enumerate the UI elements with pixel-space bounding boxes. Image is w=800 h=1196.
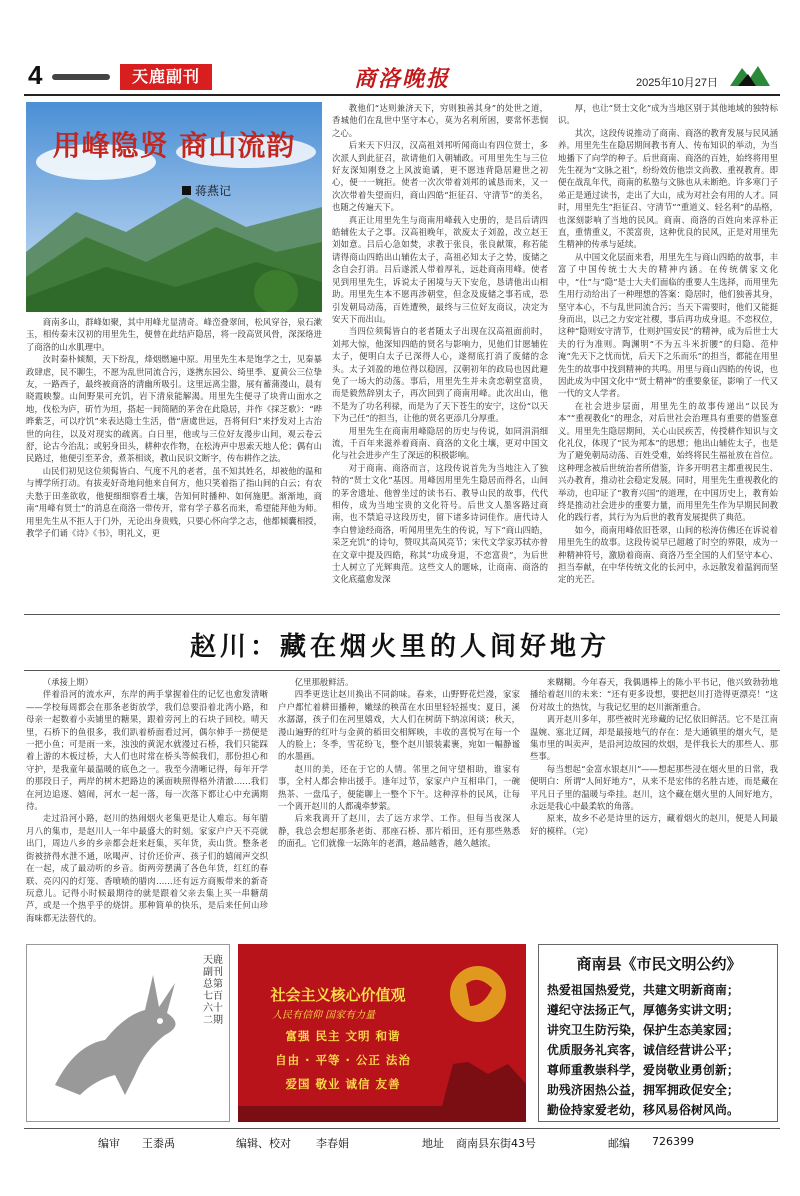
paragraph: 其次，这段传说推动了商南、商洛的教育发展与民风涵养。用里先生在隐居期间教书育人、传布知识的举动，为当地播下了向学的种子。后世商南、商洛的百姓，始终将用里先生视为“文脉之祖”，纷纷效仿他崇文尚教、重视教育。即便在战乱年代，商南的私塾与文脉也从未断绝。许多寒门子弟正是通过读书，走出了大山，成为对社会有用的人才。同时，用里先生“拒征召、守清节”“重道义、轻名利”的品格，也深刻影响了当地的民风。商南、商洛的百姓向来淳朴正直，重情重义，不羡富贵，这种优良的民风，正是对用里先生精神的传承与延续。 [558, 127, 778, 250]
mountain-logo-icon [730, 64, 770, 86]
pact-title: 商南县《市民文明公约》 [576, 955, 742, 973]
page-header [24, 52, 780, 96]
paragraph: 来糊糊。今年春天，我偶遇棒上的陈小平书记，他兴致勃勃地播给着赵川的未来：“还有更多设想，要把赵川打造得更漂亮！”这份对故土的热忱，与我记忆里的赵川渐渐重合。 [530, 677, 778, 712]
footer-proof-label: 编辑、校对 [236, 1137, 291, 1150]
poster-slogan: 人民有信仰 国家有力量 [272, 1010, 376, 1021]
footer-postcode: 726399 [652, 1135, 694, 1148]
article2-column-1 [26, 676, 268, 938]
paragraph: 走过沿河小路，赵川的热闹烟火老集更是让人难忘。每年腊月八的集市，是赵川人一年中最盛大的时刻。家家户户天不亮就出门，周边八乡的乡亲都会赶来赶集，买年货，卖山货。整条老街被挤得水泄不通，吆喝声、讨价还价声、孩子们的嬉闹声交织在一起，成了最动听的乡音。街两旁摆满了各色年货，红红的春联、亮闪闪的灯笼、香喷喷的腊肉……还有远方商贩带来的新奇玩意儿。记得小时候最期待的就是跟着父亲去集上买一串糖葫芦，或是一个热乎乎的烧饼。那种简单的快乐，是后来任何山珍海味都无法替代的。 [26, 813, 268, 923]
paragraph: 厚，也让“贤士文化”成为当地区别于其他地域的独特标识。 [558, 103, 778, 126]
section-divider [24, 614, 780, 615]
paragraph: 当四位须髯皆白的老者随太子出现在汉高祖面前时，刘邦大惊，他深知四皓的贤名与影响力，见他们甘愿辅佐太子，便明白太子已深得人心，遂彻底打消了废储的念头。太子刘盈的地位得以稳固，汉朝初年的政局也因此避免了一场大的动荡。事后，用里先生并未贪恋朝堂富贵，而是毅然辞别太子，再次回到了商南用峰。此次出山，他不是为了功名利禄，而是为了天下苍生的安宁，这份“以天下为己任”的担当，让他的贤名更添几分厚重。 [332, 326, 548, 424]
column-tag: 天鹿副刊 [120, 64, 212, 90]
poster-row: 富强 民主 文明 和谐 [285, 1029, 401, 1043]
article-title: 用峰隐贤 商山流韵 [52, 129, 296, 162]
article2-title: 赵川：藏在烟火里的人间好地方 [189, 632, 610, 662]
masthead-logo: 商洛晚报 [354, 66, 451, 92]
issue-date: 2025年10月27日 [636, 77, 718, 89]
header-rule [24, 94, 780, 96]
author: 蒋燕记 [195, 184, 232, 198]
paragraph: 用里先生在商南用峰隐居的历史与传说，如同涓涓细流，千百年来滋养着商南、商洛的文化土壤，更对中国文化与社会进步产生了深远的积极影响。 [332, 425, 548, 461]
article2-column-2 [278, 676, 520, 938]
pact-line: 助残济困热公益，拥军拥政促安全； [547, 1083, 739, 1097]
paragraph: 赵川的美，还在于它的人情。邻里之间守望相助，谁家有事，全村人都会伸出援手。逢年过节，家家户户互相串门，一碗热茶、一盘瓜子，便能聊上一整个下午。这种淳朴的民风，让每一个离开赵川的人都魂牵梦萦。 [278, 763, 520, 812]
footer [24, 1128, 780, 1150]
pact-line: 热爱祖国热爱党，共建文明新商南； [547, 983, 739, 997]
poster-title: 社会主义核心价值观 [270, 986, 406, 1004]
paragraph: 在社会进步层面，用里先生的故事传递出“以民为本”“重视教化”的理念，对后世社会治理具有重要的借鉴意义。用里先生隐居期间，关心山民疾苦，传授耕作知识与文化礼仪，体现了“民为邦本”的思想；他出山辅佐太子，也是为了避免朝局动荡、百姓受难，始终将民生福祉放在首位。这种理念被后世统治者所借鉴，许多开明君主都重视民生、兴办教育，推动社会稳定发展。同时，用里先生重视教化的举动，也印证了“教育兴国”的道理，在中国历史上，教育始终是推动社会进步的重要力量，而用里先生作为早期民间教化的践行者，其行为为后世的教育发展提供了典范。 [558, 400, 778, 523]
section-divider-lower [24, 670, 780, 671]
pact-line: 讲究卫生防污染，保护生态美家园； [547, 1023, 739, 1037]
poster-row: 自由 · 平等 · 公正 法治 [275, 1053, 411, 1067]
deer-seal-icon [35, 955, 195, 1105]
paragraph: 离开赵川多年，那些被时光珍藏的记忆依旧鲜活。它不是江南温婉、塞北辽阔，却是最接地气的存在：是大通镇里的烟火气，是集市里的叫卖声，是沿河边故园的炊烟，是伴我长大的那些人、那些事。 [530, 714, 778, 762]
article1-column-1 [26, 316, 322, 612]
stamp-text: 天鹿副刊 总第七百六十二期 [203, 955, 223, 1026]
paragraph: 商南多山，群峰如聚，其中用峰尤显清奇。峰峦叠翠间，松风穿谷，泉石漱玉，相传秦末汉初的用里先生，便曾在此结庐隐居，将一段高贤风骨，深深烙进了商洛的山水肌理中。 [26, 317, 322, 352]
footer-proof: 李春娟 [316, 1137, 349, 1150]
pact-line: 优质服务礼宾客，诚信经营讲公平； [547, 1043, 739, 1057]
pact-line: 勤俭持家爱老幼，移风易俗树风尚。 [547, 1103, 739, 1117]
paragraph: 亿里那般鲜活。 [294, 677, 354, 687]
paragraph: 从中国文化层面来看，用里先生与商山四皓的故事，丰富了中国传统士大夫的精神内涵。在传统儒家文化中，“仕”与“隐”是士大夫们面临的重要人生选择，而用里先生用行动给出了一种理想的答案：隐居时，他们独善其身，坚守本心，不与乱世同流合污；当天下需要时，他们又能挺身而出，以己之力安定社稷，事后再功成身退。不恋权位，这种“隐则安守清节，仕则护国安民”的精神，成为后世士大夫的行为准则。陶渊明“不为五斗米折腰”的归隐、范仲淹“先天下之忧而忧，后天下之乐而乐”的担当，都能在用里先生的故事中找到精神的共鸣。用里与商山四皓的传说，也因此成为中国文化中“贤士精神”的重要象征，影响了一代又一代的文人学者。 [558, 251, 778, 399]
paragraph: 对于商南、商洛而言，这段传说首先为当地注入了独特的“贤士文化”基因。用峰因用里先生隐居而得名，山间的茅舍遗址、他曾坐过的读书石、教导山民的故事，代代相传，成为当地宝贵的文化符号。后世文人墨客路过商南，也不禁追寻这段历史，留下诸多诗词佳作。唐代诗人李白曾途经商洛，听闻用里先生的传说，写下“商山四皓，采芝充饥”的诗句，赞叹其高风亮节；宋代文学家苏轼亦曾在文章中提及四皓，称其“功成身退，不恋富贵”，为后世士人树立了光辉典范。这些文人的题咏，让商南、商洛的文化底蕴愈发深 [332, 462, 548, 585]
paragraph: 后来我离开了赵川，去了远方求学、工作。但每当夜深人静，我总会想起那条老街、那座石桥、那片稻田，还有那些熟悉的面孔。它们就像一坛陈年的老酒，越品越香，越久越浓。 [278, 813, 520, 849]
paragraph: 真正让用里先生与商南用峰载入史册的，是吕后请四皓辅佐太子之事。汉高祖晚年，欲废太子刘盈，改立赵王刘如意。吕后心急如焚，求教于张良，张良献策，称若能请得商山四皓出山辅佐太子，高祖必知太子之势，废储之念自会打消。吕后遂派人带着厚礼，远赴商南用峰。使者见到用里先生，诉说太子困境与天下安危，恳请他出山相助。用里先生本不愿再涉朝堂，但念及废储之事若成，恐引发朝局动荡，百姓遭殃，最终与三位好友商议，决定为安天下而出山。 [332, 214, 548, 324]
footer-address: 商南县东街43号 [456, 1137, 536, 1150]
article1-column-2 [332, 102, 548, 612]
byline [182, 182, 231, 199]
paragraph: 四季更迭让赵川换出不同韵味。春来，山野野花烂漫，家家户户都忙着耕田播种，嫩绿的秧苗在水田里轻轻摇曳；夏日，溪水潺潺，孩子们在河里嬉戏，大人们在树荫下纳凉闲谈；秋天，漫山遍野的红叶与金黄的稻田交相辉映，丰收的喜悦写在每一个人的脸上；冬季，雪花纷飞，整个赵川银装素裹，宛如一幅静谧的水墨画。 [278, 689, 520, 762]
page-number: 4 [28, 60, 43, 90]
pact-line: 尊师重教崇科学，爱岗敬业勇创新； [547, 1063, 739, 1077]
paragraph: 伴着沿河的流水声，东岸的两手掌握着住的记忆也愈发清晰——学校每周都会在那条老街放学，我们总要沿着北湾小路，和母亲一起数着小卖铺里的糖果，跟着旁河上的石块子回校。晴天里，石桥下的鱼很多，我们趴着桥面看过河，偶尔伸手一捞便是一把小鱼；可是雨一来，浊浊的黄泥水就漫过石桥，我们只能踩着上游的木板过桥，大人们也时常在桥头等候我们，那份担心和守护，是我童年最温暖的底色之一。我至今清晰记得，每年开学的那段日子，两岸的树木把路边的溪面映照得格外清澈……我们在河边追逐、嬉闹，河水一起一落，每一次落下都让心中充满期待。 [26, 689, 268, 812]
article2-column-3 [530, 676, 778, 938]
civility-pact-box [538, 944, 778, 1122]
poster-row: 爱国 敬业 诚信 友善 [285, 1077, 401, 1091]
paragraph: 后来天下归汉，汉高祖刘邦听闻商山有四位贤士，多次派人到此征召，欲请他们入朝辅政。可用里先生与三位好友深知刚登之上风波诡谲，更不愿违背隐居避世之初心，便一一婉拒。使者一次次带着刘邦的诚恳而来，又一次次带着失望而归，商山四皓“拒征召、守清节”的美名，也随之传遍天下。 [332, 140, 548, 213]
footer-editor-label: 编审 [98, 1137, 120, 1150]
paragraph: 汝时秦朴倾颓，天下纷乱，烽烟燃遍中原。用里先生本是饱学之士，见秦暴政肆虐，民不聊生，不愿为乱世同流合污，遂携东园公、绮里季、夏黄公三位挚友，一路西子，最终被商洛的清幽所吸引。这里远离尘嚣，展有蓄蒲漫山，晨有晓霞映黎。山间野果可充饥，岩下清泉能解渴。用里先生便寻了块背山面水之地，伐松为庐，斫竹为垣，搭起一间简陋的茅舍在此隐居，并作《採芝歌》：“晔晔紫芝，可以疗饥”来表达隐士生活，借“唐虞世远，吾将何归”来抒发对上古治世的向往，以及对现实的疏离。白日里，他或与三位好友漫步山间，观云卷云舒，论古今治乱；或躬身田头，耕种农作物，在松涛声中思索天地人伦；偶有山民路过，他便引至茅舍，煮茶相谈，教山民识文断字，传布耕作之法。 [26, 354, 322, 464]
paragraph: 山民们初见这位须髯皆白、气度不凡的老者，虽不知其姓名，却被他的温和与博学所打动。有拔麦好奇地问他来自何方，他只笑着指了指山间的白云；有农夫愁于田垄欲收，他便细细察看土壤，告知何时播种、如何施肥。渐渐地，商南“用峰有贤士”的消息在商洛一带传开，常有学子慕名而来，希望能拜他为师。用里先生从不拒人于门外，无论出身贵贱，只要心怀向学之志，他都倾囊相授，教学子们诵《诗》《书》，明礼义，更 [26, 465, 322, 538]
header-swoosh [52, 74, 110, 80]
footer-address-label: 地址 [422, 1137, 444, 1150]
hero-image [26, 102, 322, 312]
footer-editor: 王黍禹 [142, 1137, 175, 1150]
column-stamp [26, 944, 230, 1122]
paragraph: 每当想起“金富水银赵川”——想起那些浸在烟火里的日常，我便明白：所谓“人间好地方”，从来不是宏伟的名胜古迹，而是藏在平凡日子里的温暖与牵挂。赵川，这个藏在烟火里的人间好地方，永远是我心中最柔软的角落。 [530, 763, 778, 812]
paragraph: 教他们“达则兼济天下，穷则独善其身”的处世之道，香城他们在乱世中坚守本心，莫为名利所困，要常怀悲悯之心。 [332, 103, 548, 138]
paragraph: （承接上期） [42, 677, 94, 687]
square-bullet-icon [182, 186, 191, 195]
footer-postcode-label: 邮编 [608, 1137, 630, 1150]
paragraph: 原来，故乡不必是诗里的远方，藏着烟火的赵川，便是人间最好的模样。（完） [530, 813, 778, 836]
pact-line: 遵纪守法扬正气，厚德务实讲文明； [547, 1003, 739, 1017]
core-values-poster [238, 944, 526, 1122]
article1-column-3 [558, 102, 778, 612]
paragraph: 如今，商南用峰依旧苍翠，山间的松涛仿佛还在诉说着用里先生的故事。这段传说早已超越了时空的界限，成为一种精神符号，激励着商南、商洛乃至全国的人们坚守本心、担当奉献，在中华传统文化的长河中，永远散发着温润而坚定的光芒。 [558, 524, 778, 585]
